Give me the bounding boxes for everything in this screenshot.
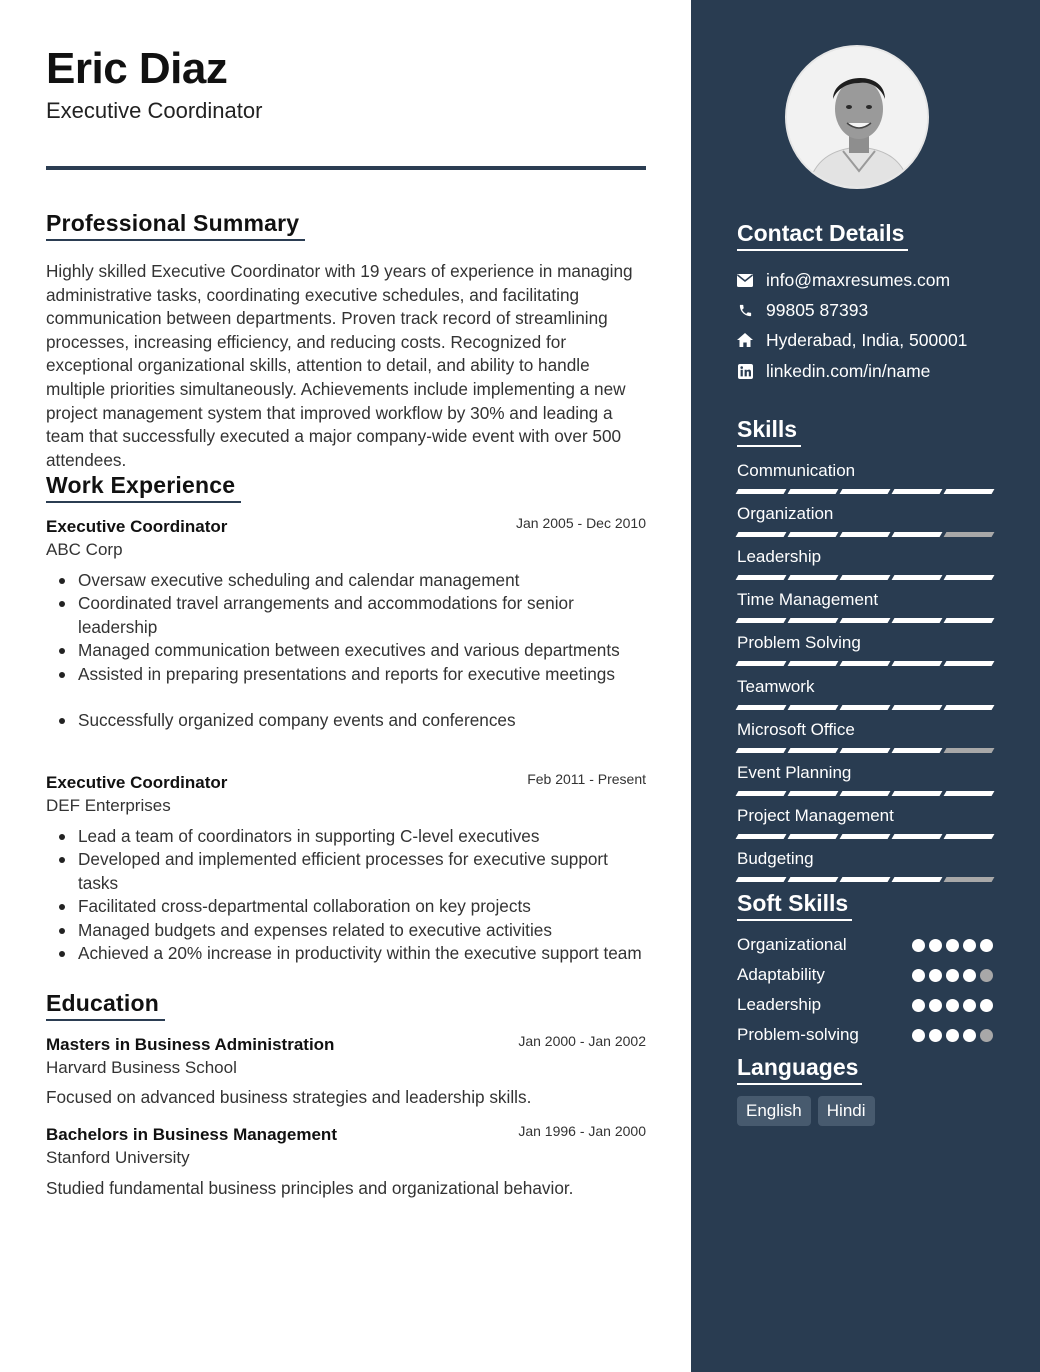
skill-item xyxy=(737,547,993,567)
skill-level-segment xyxy=(788,834,839,839)
skill-level-segment xyxy=(944,532,995,537)
language-chip: English xyxy=(737,1096,811,1126)
skill-item xyxy=(737,504,993,524)
education-entry xyxy=(46,1035,646,1078)
skill-level-segment xyxy=(840,575,891,580)
skill-item xyxy=(737,763,993,783)
list-item: Managed budgets and expenses related to executive activities xyxy=(46,919,646,942)
list-item: Oversaw executive scheduling and calendar management xyxy=(46,569,646,592)
skill-level-segment xyxy=(736,834,787,839)
skill-name: Microsoft Office xyxy=(737,719,855,739)
skill-level-segment xyxy=(840,877,891,882)
rating-dot xyxy=(963,969,976,982)
education-entry xyxy=(46,1125,646,1168)
skill-name: Budgeting xyxy=(737,848,814,868)
job-company: DEF Enterprises xyxy=(46,796,171,815)
skill-level-segment xyxy=(736,575,787,580)
skill-level-segment xyxy=(944,791,995,796)
skill-level-segment xyxy=(944,834,995,839)
skill-level-segment xyxy=(892,575,943,580)
skill-level-segment xyxy=(944,705,995,710)
skill-name: Organization xyxy=(737,504,834,524)
skill-level-bar xyxy=(737,575,993,580)
skill-name: Time Management xyxy=(737,590,879,610)
education-description: Studied fundamental business principles and organizational behavior. xyxy=(46,1178,574,1198)
degree-title: Masters in Business Administration xyxy=(46,1035,335,1054)
candidate-name: Eric Diaz xyxy=(46,44,228,93)
section-title-skills: Skills xyxy=(737,416,801,447)
section-title-summary: Professional Summary xyxy=(46,210,305,241)
skill-level-segment xyxy=(892,705,943,710)
skill-item xyxy=(737,806,993,826)
skill-name: Teamwork xyxy=(737,676,815,696)
skill-level-bar xyxy=(737,661,993,666)
avatar-illustration xyxy=(787,47,929,189)
skill-level-bar xyxy=(737,748,993,753)
skill-name: Event Planning xyxy=(737,762,852,782)
education-dates: Jan 1996 - Jan 2000 xyxy=(518,1123,646,1139)
skill-level-bar xyxy=(737,618,993,623)
skill-item xyxy=(737,633,993,653)
skill-level-segment xyxy=(840,834,891,839)
skill-level-segment xyxy=(840,661,891,666)
rating-dot xyxy=(912,969,925,982)
skill-level-segment xyxy=(892,661,943,666)
skill-level-segment xyxy=(788,791,839,796)
soft-skill-item xyxy=(737,963,993,987)
contact-address xyxy=(737,328,967,352)
soft-skill-rating xyxy=(912,939,993,952)
skill-level-segment xyxy=(788,877,839,882)
job-entry xyxy=(46,517,646,560)
rating-dot xyxy=(946,939,959,952)
job-bullets xyxy=(46,825,646,965)
list-item: Coordinated travel arrangements and accommodations for senior leadership xyxy=(46,592,646,639)
skill-name: Problem Solving xyxy=(737,633,861,653)
summary-text: Highly skilled Executive Coordinator with 19 years of experience in managing administrative tasks, coordinating executive schedules, and facilitating communication between departments. Proven track record of streamlining processes, increasing efficiency, and reducing costs. Recognized for exceptional organizational skills, attention to detail, and ability to handle multiple priorities simultaneously. Achievements include implementing a new project management system that improved workflow by 30% and leading a team that successfully executed a major company-wide event with over 500 attendees. xyxy=(46,261,633,470)
rating-dot xyxy=(929,999,942,1012)
envelope-icon xyxy=(737,272,753,288)
soft-skill-name: Adaptability xyxy=(737,965,825,984)
job-title: Executive Coordinator xyxy=(46,773,228,792)
soft-skill-item xyxy=(737,993,993,1017)
list-item: Lead a team of coordinators in supporting C-level executives xyxy=(46,825,646,848)
skill-level-segment xyxy=(736,705,787,710)
skill-level-segment xyxy=(788,489,839,494)
sidebar xyxy=(691,0,1040,1372)
rating-dot xyxy=(929,939,942,952)
skill-level-segment xyxy=(840,705,891,710)
skill-name: Project Management xyxy=(737,805,894,825)
school-name: Harvard Business School xyxy=(46,1058,237,1077)
main-column xyxy=(46,0,646,1372)
home-icon xyxy=(737,332,753,348)
contact-email-text: info@maxresumes.com xyxy=(766,269,951,290)
section-title-languages: Languages xyxy=(737,1054,862,1085)
header-divider xyxy=(46,166,646,170)
skill-level-segment xyxy=(892,618,943,623)
skill-item xyxy=(737,677,993,697)
soft-skill-name: Organizational xyxy=(737,935,847,954)
skill-level-segment xyxy=(944,748,995,753)
skill-item xyxy=(737,849,993,869)
job-entry xyxy=(46,773,646,816)
rating-dot xyxy=(912,1029,925,1042)
list-item: Assisted in preparing presentations and reports for executive meetings xyxy=(46,663,646,686)
job-company: ABC Corp xyxy=(46,540,123,559)
skill-level-segment xyxy=(840,532,891,537)
phone-icon xyxy=(737,302,753,318)
job-title: Executive Coordinator xyxy=(46,517,228,536)
job-bullets xyxy=(46,569,646,733)
languages-list xyxy=(737,1096,875,1126)
skill-level-segment xyxy=(892,748,943,753)
rating-dot xyxy=(980,969,993,982)
soft-skill-rating xyxy=(912,1029,993,1042)
skill-level-segment xyxy=(736,791,787,796)
section-title-soft-skills: Soft Skills xyxy=(737,890,852,921)
skill-level-segment xyxy=(736,489,787,494)
soft-skill-item xyxy=(737,933,993,957)
contact-linkedin-text: linkedin.com/in/name xyxy=(766,360,931,381)
candidate-title: Executive Coordinator xyxy=(46,98,263,123)
contact-phone[interactable] xyxy=(737,298,868,322)
skill-item xyxy=(737,720,993,740)
rating-dot xyxy=(963,939,976,952)
contact-email[interactable] xyxy=(737,268,950,292)
skill-level-segment xyxy=(788,618,839,623)
rating-dot xyxy=(980,939,993,952)
rating-dot xyxy=(929,969,942,982)
skill-level-segment xyxy=(892,532,943,537)
education-dates: Jan 2000 - Jan 2002 xyxy=(518,1033,646,1049)
skill-level-bar xyxy=(737,489,993,494)
list-item: Facilitated cross-departmental collaboration on key projects xyxy=(46,895,646,918)
rating-dot xyxy=(912,939,925,952)
soft-skill-name: Leadership xyxy=(737,995,822,1014)
list-item: Developed and implemented efficient processes for executive support tasks xyxy=(46,848,646,895)
skill-level-segment xyxy=(736,748,787,753)
skill-level-segment xyxy=(736,661,787,666)
section-title-contact: Contact Details xyxy=(737,220,908,251)
contact-phone-text: 99805 87393 xyxy=(766,299,869,320)
skill-item xyxy=(737,590,993,610)
skill-level-segment xyxy=(944,877,995,882)
skill-name: Communication xyxy=(737,461,856,480)
skill-item xyxy=(737,461,993,481)
rating-dot xyxy=(929,1029,942,1042)
skill-level-segment xyxy=(788,532,839,537)
rating-dot xyxy=(963,999,976,1012)
degree-title: Bachelors in Business Management xyxy=(46,1125,337,1144)
skill-level-segment xyxy=(788,661,839,666)
skill-level-bar xyxy=(737,705,993,710)
skill-level-bar xyxy=(737,877,993,882)
skill-level-segment xyxy=(944,575,995,580)
skill-level-segment xyxy=(736,618,787,623)
skill-level-segment xyxy=(736,877,787,882)
rating-dot xyxy=(946,999,959,1012)
linkedin-icon xyxy=(737,363,753,379)
skill-level-segment xyxy=(892,834,943,839)
skill-level-segment xyxy=(788,575,839,580)
skill-level-bar xyxy=(737,532,993,537)
skill-level-segment xyxy=(840,748,891,753)
skill-level-segment xyxy=(944,661,995,666)
education-description: Focused on advanced business strategies and leadership skills. xyxy=(46,1087,532,1107)
list-item: Successfully organized company events and conferences xyxy=(46,709,646,732)
section-title-education: Education xyxy=(46,990,165,1021)
skill-level-segment xyxy=(840,618,891,623)
section-title-experience: Work Experience xyxy=(46,472,241,503)
school-name: Stanford University xyxy=(46,1148,190,1167)
skill-level-segment xyxy=(892,489,943,494)
profile-photo xyxy=(785,45,929,189)
contact-linkedin[interactable] xyxy=(737,359,930,383)
skill-name: Leadership xyxy=(737,547,822,567)
soft-skill-item xyxy=(737,1023,993,1047)
job-dates: Jan 2005 - Dec 2010 xyxy=(516,515,646,531)
rating-dot xyxy=(980,999,993,1012)
language-chip: Hindi xyxy=(818,1096,875,1126)
skill-level-segment xyxy=(840,489,891,494)
skill-level-segment xyxy=(892,877,943,882)
rating-dot xyxy=(963,1029,976,1042)
skill-level-segment xyxy=(736,532,787,537)
skill-level-segment xyxy=(788,748,839,753)
skill-level-bar xyxy=(737,791,993,796)
skill-level-segment xyxy=(892,791,943,796)
skill-level-segment xyxy=(944,489,995,494)
skill-level-segment xyxy=(840,791,891,796)
skill-level-bar xyxy=(737,834,993,839)
rating-dot xyxy=(946,1029,959,1042)
list-item: Achieved a 20% increase in productivity within the executive support team xyxy=(46,942,646,965)
soft-skill-rating xyxy=(912,969,993,982)
job-dates: Feb 2011 - Present xyxy=(527,771,646,787)
skill-level-segment xyxy=(788,705,839,710)
rating-dot xyxy=(912,999,925,1012)
rating-dot xyxy=(946,969,959,982)
list-item: Managed communication between executives and various departments xyxy=(46,639,646,662)
skill-level-segment xyxy=(944,618,995,623)
soft-skill-name: Problem-solving xyxy=(737,1025,859,1044)
rating-dot xyxy=(980,1029,993,1042)
contact-address-text: Hyderabad, India, 500001 xyxy=(766,329,968,350)
soft-skill-rating xyxy=(912,999,993,1012)
